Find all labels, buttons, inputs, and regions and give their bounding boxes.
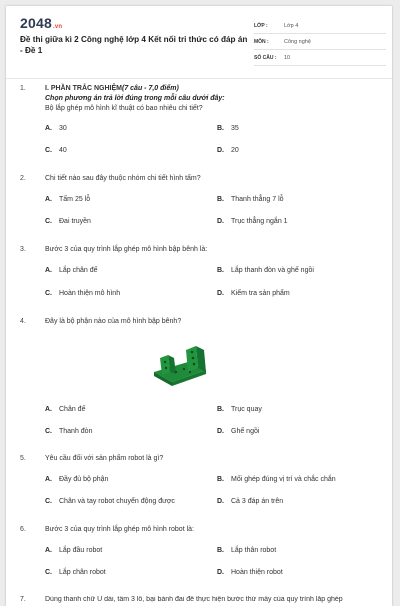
question-header [20, 84, 380, 94]
answer-option[interactable]: D. Cả 3 đáp án trên [217, 498, 284, 505]
answer-option[interactable]: B. Trục quay [217, 406, 262, 413]
document-page [6, 6, 392, 606]
answer-option[interactable]: D. Hoàn thiện robot [217, 569, 283, 576]
answer-row [20, 428, 380, 440]
answer-option[interactable]: C. Đai truyền [45, 218, 91, 225]
question-5 [20, 454, 380, 464]
answer-row [20, 147, 380, 159]
question-number: 1. [20, 85, 26, 92]
question-text: Chi tiết nào sau đây thuộc nhóm chi tiết hình tấm? [45, 175, 201, 182]
question-number: 4. [20, 318, 26, 325]
meta-value: Công nghệ [284, 38, 311, 45]
header-divider [6, 78, 392, 79]
meta-value: Lớp 4 [284, 22, 299, 29]
question-number: 6. [20, 526, 26, 533]
logo-sub: .vn [52, 24, 63, 30]
answer-option[interactable]: B. Mối ghép đúng vị trí và chắc chắn [217, 476, 336, 483]
answer-row [20, 196, 380, 208]
site-logo[interactable] [20, 15, 62, 31]
answer-row [20, 267, 380, 279]
meta-label: MÔN : [254, 38, 269, 45]
answer-row [20, 406, 380, 418]
answer-option[interactable]: D. Ghế ngồi [217, 428, 260, 435]
question-text: Đây là bộ phận nào của mô hình bập bênh? [45, 318, 182, 325]
answer-option[interactable]: C. Lắp chân robot [45, 569, 106, 576]
meta-row-count [254, 50, 386, 66]
meta-value: 10 [284, 54, 291, 61]
section-note: (7 câu - 7,0 điểm) [122, 85, 179, 92]
answer-option[interactable]: A. Tấm 25 lỗ [45, 196, 91, 203]
question-text: Bước 3 của quy trình lắp ghép mô hình bập bênh là: [45, 246, 208, 253]
answer-row [20, 547, 380, 559]
section-title: I. PHẦN TRẮC NGHIỆM [45, 85, 122, 92]
question-2 [20, 174, 380, 184]
question-3 [20, 245, 380, 255]
seesaw-base-illustration [146, 342, 218, 392]
answer-row [20, 218, 380, 230]
answer-option[interactable]: D. 20 [217, 147, 239, 154]
question-1 [20, 84, 380, 114]
question-text: Bước 3 của quy trình lắp ghép mô hình robot là: [45, 526, 194, 533]
answer-option[interactable]: B. Lắp thanh đòn và ghế ngồi [217, 267, 314, 274]
answer-option[interactable]: C. Hoàn thiện mô hình [45, 290, 121, 297]
question-number: 2. [20, 175, 26, 182]
meta-label: SỐ CÂU : [254, 54, 277, 61]
question-6 [20, 525, 380, 535]
answer-row [20, 125, 380, 137]
question-number: 7. [20, 596, 26, 603]
question-number: 5. [20, 455, 26, 462]
answer-row [20, 498, 380, 510]
answer-option[interactable]: A. Đầy đủ bộ phận [45, 476, 109, 483]
question-text: Bộ lắp ghép mô hình kĩ thuật có bao nhiêu chi tiết? [45, 105, 203, 112]
answer-option[interactable]: A. 30 [45, 125, 67, 132]
document-header [6, 6, 392, 76]
question-4 [20, 317, 380, 327]
answer-row [20, 569, 380, 581]
question-number: 3. [20, 246, 26, 253]
answer-option[interactable]: A. Lắp đầu robot [45, 547, 103, 554]
answer-option[interactable]: B. Thanh thẳng 7 lỗ [217, 196, 284, 203]
answer-option[interactable]: C. Chân và tay robot chuyển động được [45, 498, 175, 505]
meta-panel [254, 18, 386, 66]
meta-label: LỚP : [254, 22, 268, 29]
question-text: Yêu cầu đối với sản phẩm robot là gì? [45, 455, 164, 462]
question-text: Dùng thanh chữ U dài, tấm 3 lỗ, bại bánh đai để thực hiện bước thứ mấy của quy trình lắp ghép [45, 596, 343, 603]
answer-option[interactable]: D. Trục thẳng ngắn 1 [217, 218, 288, 225]
meta-row-grade [254, 18, 386, 34]
answer-option[interactable]: B. Lắp thân robot [217, 547, 277, 554]
answer-option[interactable]: C. Thanh đòn [45, 428, 93, 435]
answer-option[interactable]: A. Lắp chân đế [45, 267, 98, 274]
section-instruction: Chọn phương án trả lời đúng trong mỗi câu dưới đây: [45, 95, 225, 102]
answer-option[interactable]: B. 35 [217, 125, 239, 132]
logo-main: 2048 [20, 15, 52, 31]
answer-option[interactable]: D. Kiểm tra sản phẩm [217, 290, 290, 297]
answer-row [20, 476, 380, 488]
answer-option[interactable]: C. 40 [45, 147, 67, 154]
answer-option[interactable]: A. Chân đế [45, 406, 86, 413]
meta-row-subject [254, 34, 386, 50]
document-title: Đề thi giữa kì 2 Công nghệ lớp 4 Kết nối tri thức có đáp án - Đề 1 [20, 35, 248, 55]
answer-row [20, 290, 380, 302]
